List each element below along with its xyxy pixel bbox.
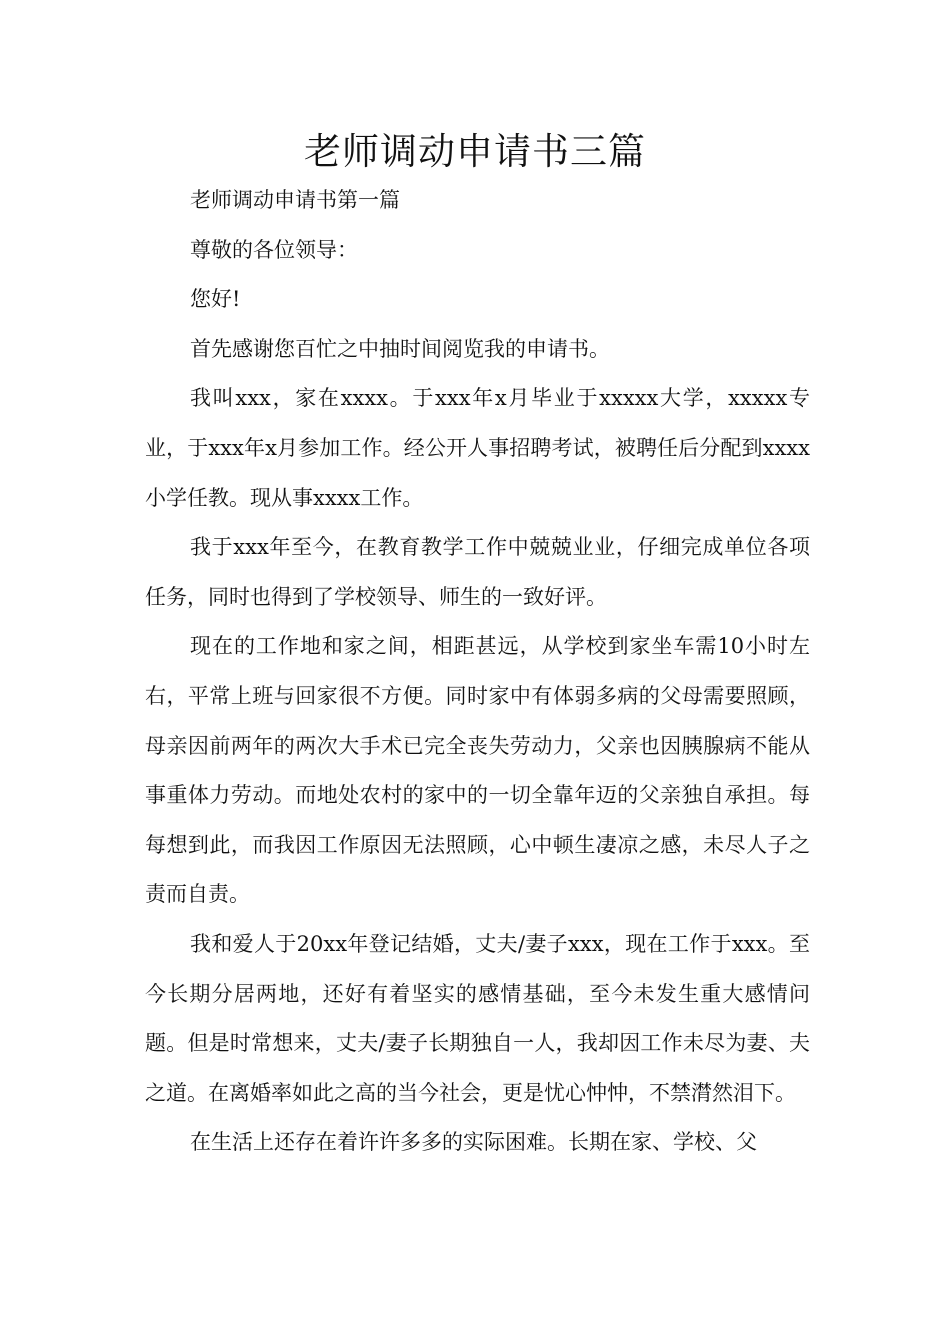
paragraph: 我叫xxx，家在xxxx。于xxx年x月毕业于xxxxx大学，xxxxx专业，于xxx年x月参加工作。经公开人事招聘考试，被聘任后分配到xxxx小学任教。现从事xxxx工作。 xyxy=(145,386,810,510)
paragraph-greeting: 您好! xyxy=(190,287,241,312)
paragraph-salutation: 尊敬的各位领导： xyxy=(190,237,358,262)
paragraph: 在生活上还存在着许许多多的实际困难。长期在家、学校、父 xyxy=(190,1130,757,1155)
document-body xyxy=(145,176,810,1168)
paragraph: 我于xxx年至今，在教育教学工作中兢兢业业，仔细完成单位各项任务，同时也得到了学校领导、师生的一致好评。 xyxy=(145,535,810,609)
paragraph: 首先感谢您百忙之中抽时间阅览我的申请书。 xyxy=(190,336,610,361)
paragraph-heading: 老师调动申请书第一篇 xyxy=(190,188,400,212)
document-title: 老师调动申请书三篇 xyxy=(304,130,646,173)
paragraph: 我和爱人于20xx年登记结婚，丈夫/妻子xxx，现在工作于xxx。至今长期分居两地，还好有着坚实的感情基础，至今未发生重大感情问题。但是时常想来，丈夫/妻子长期独自一人，我却因工作未尽为妻、夫之道。在离婚率如此之高的当今社会，更是忧心忡忡，不禁潸然泪下。 xyxy=(145,931,810,1105)
paragraph: 现在的工作地和家之间，相距甚远，从学校到家坐车需10小时左右，平常上班与回家很不方便。同时家中有体弱多病的父母需要照顾，母亲因前两年的两次大手术已完全丧失劳动力，父亲也因胰腺病不能从事重体力劳动。而地处农村的家中的一切全靠年迈的父亲独自承担。每每想到此，而我因工作原因无法照顾，心中顿生凄凉之感，未尽人子之责而自责。 xyxy=(145,634,810,907)
